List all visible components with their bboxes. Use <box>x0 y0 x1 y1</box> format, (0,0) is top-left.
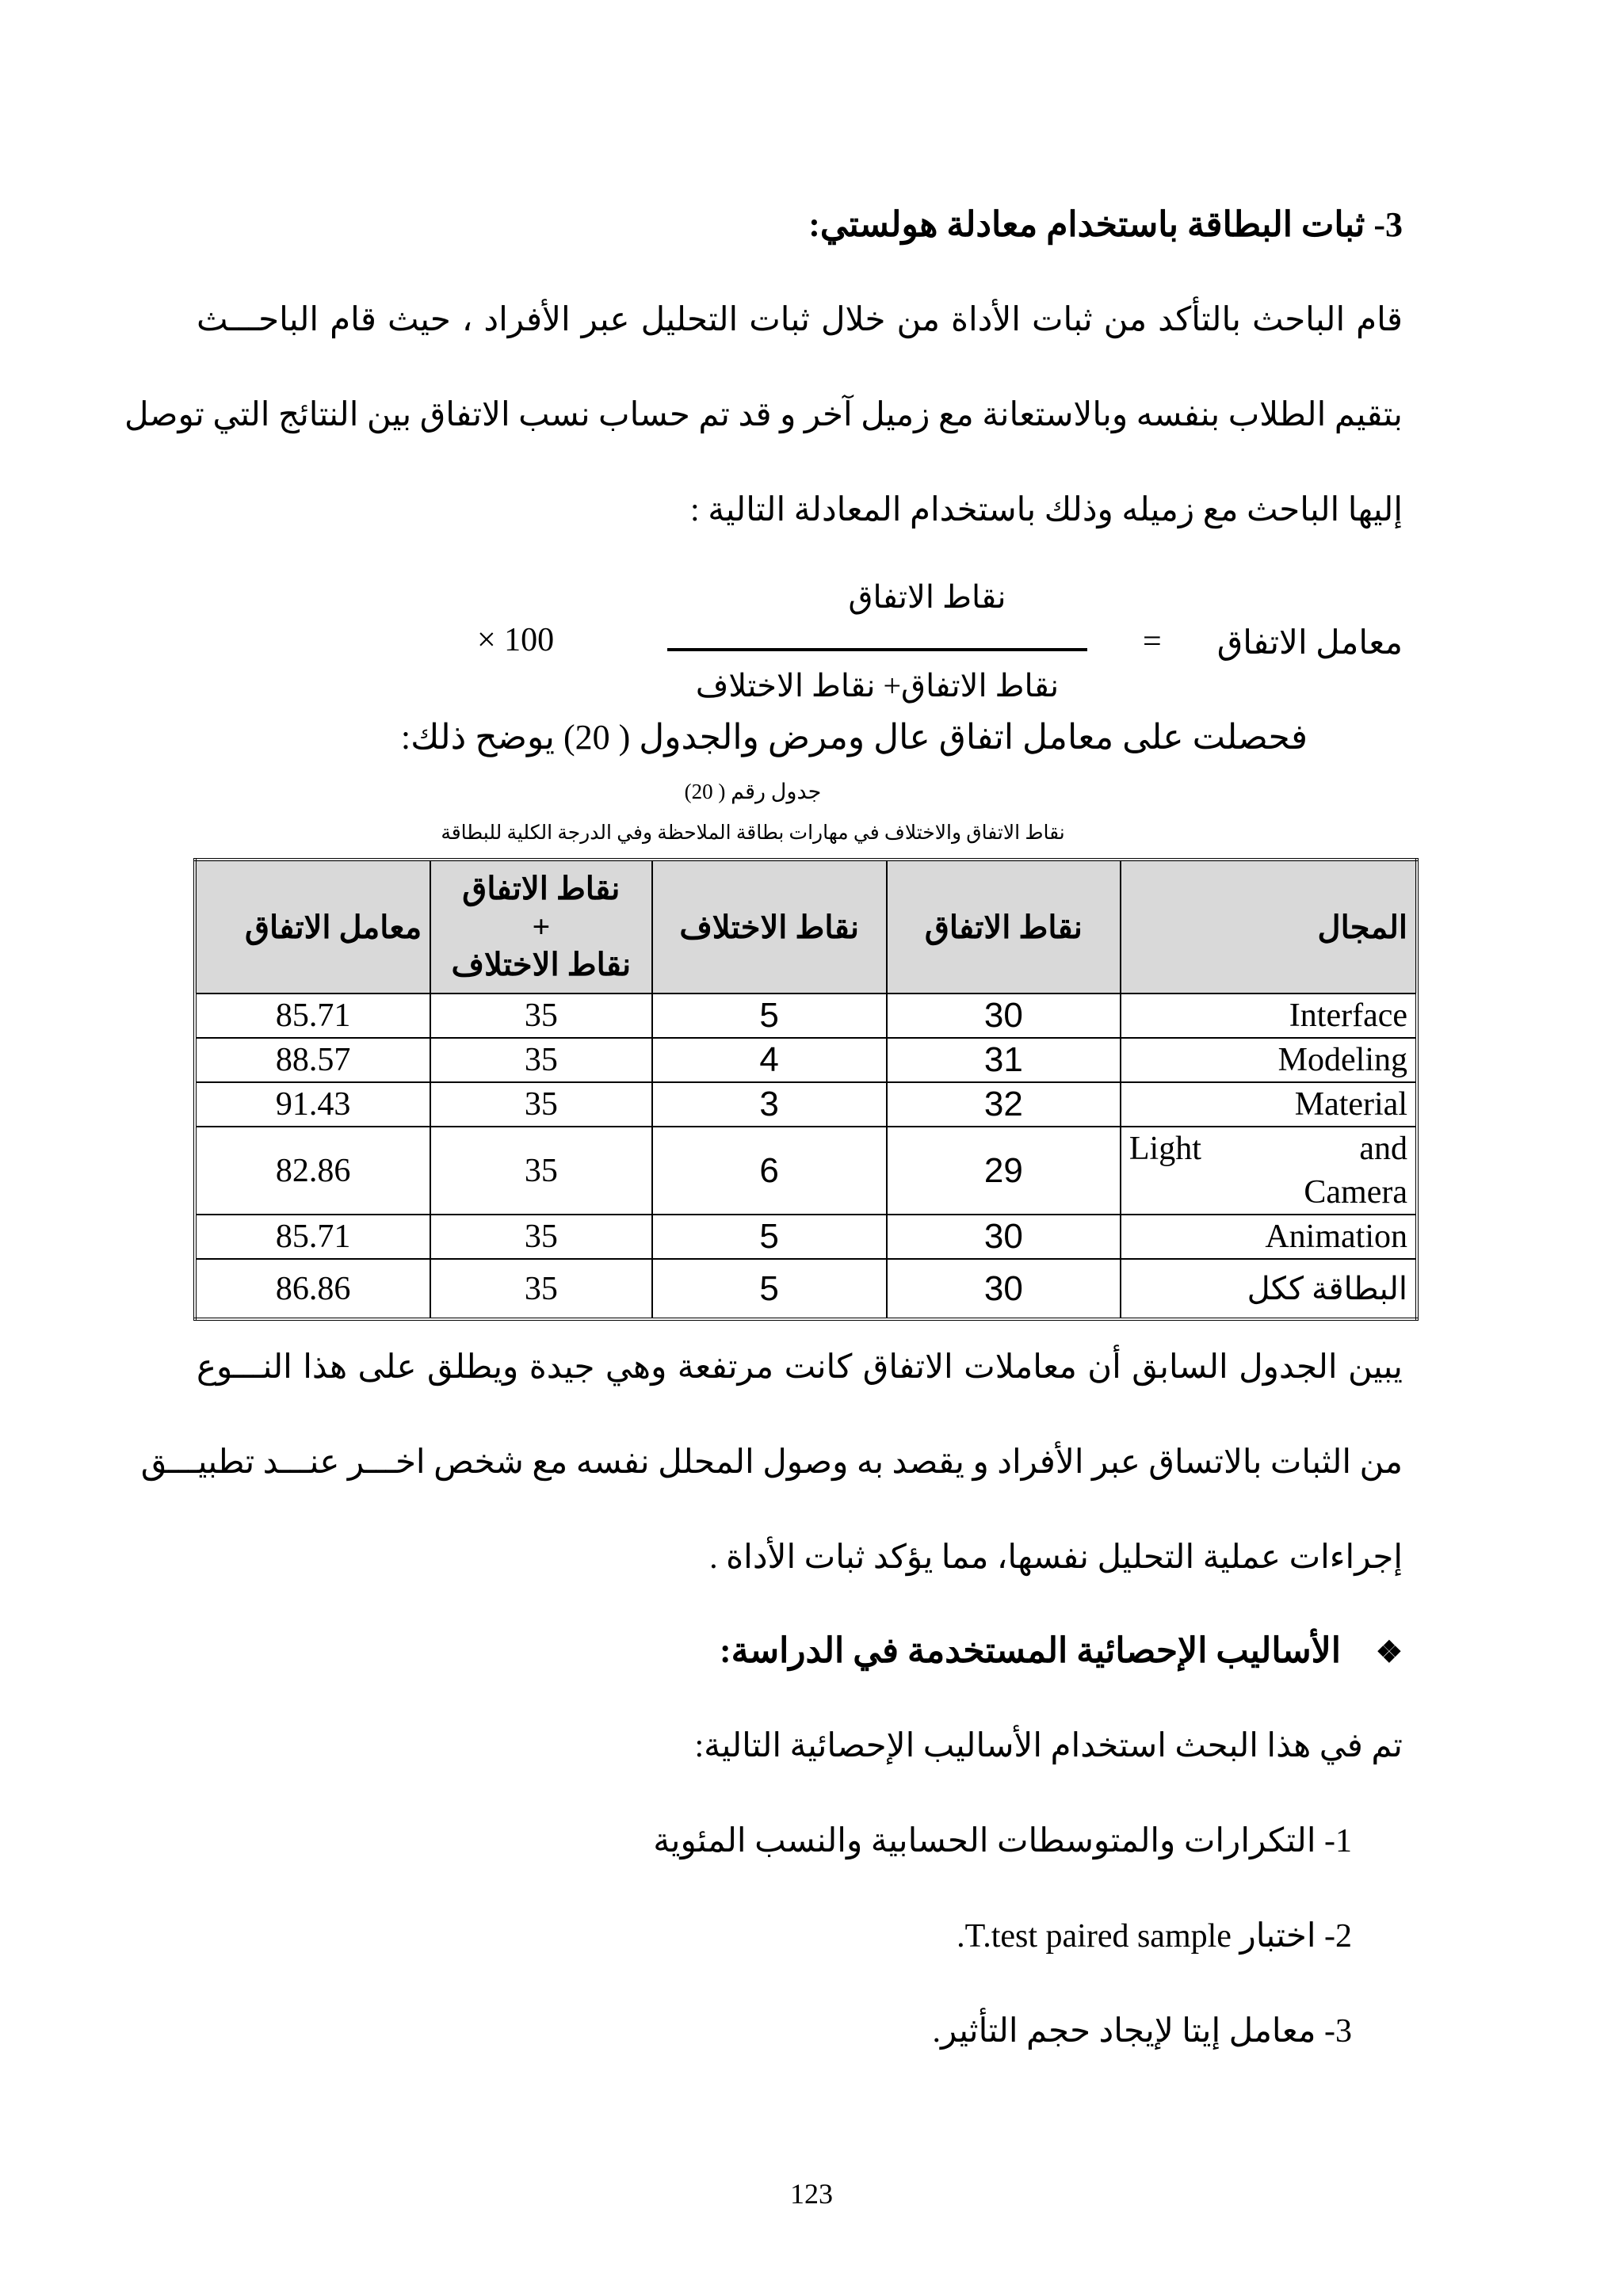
cell-domain-word-camera: Camera <box>1304 1173 1407 1211</box>
cell-sum: 35 <box>430 994 651 1038</box>
diamond-bullet-icon: ❖ <box>1375 1636 1403 1669</box>
method-item <box>933 2011 1352 2050</box>
header-sum-plus: + <box>532 909 551 944</box>
statistics-section-heading <box>720 1630 1403 1671</box>
paragraph-line: إجراءات عملية التحليل نفسها، مما يؤكد ثبات الأداة . <box>709 1539 1403 1576</box>
formula-denominator: نقاط الاتفاق+ نقاط الاختلاف <box>695 668 1060 704</box>
statistics-heading-text: الأساليب الإحصائية المستخدمة في الدراسة: <box>719 1631 1341 1670</box>
table-row <box>195 994 1417 1038</box>
table-row <box>195 1082 1417 1127</box>
cell-agree: 31 <box>887 1038 1121 1082</box>
table-title-caption: نقاط الاتفاق والاختلاف في مهارات بطاقة الملاحظة وفي الدرجة الكلية للبطاقة <box>441 822 1065 844</box>
table-number-caption: جدول رقم ( 20) <box>684 780 822 803</box>
formula-multiplier: × 100 <box>477 622 555 658</box>
cell-sum: 35 <box>430 1259 651 1319</box>
method-number: 2- <box>1324 1918 1352 1955</box>
table-row <box>195 1215 1417 1259</box>
cell-domain-word-and: and <box>1359 1131 1407 1167</box>
method-number: 1- <box>1324 1823 1352 1859</box>
formula-lhs: معامل الاتفاق <box>1216 625 1403 662</box>
agreement-table <box>193 858 1419 1321</box>
formula-numerator: نقاط الاتفاق <box>848 579 1006 615</box>
result-sentence: فحصلت على معامل اتفاق عال ومرض والجدول ( 20) يوضح ذلك: <box>400 718 1308 757</box>
cell-coef: 91.43 <box>195 1082 430 1127</box>
table-row <box>195 1127 1417 1215</box>
method-latin-term: T.test paired sample <box>964 1918 1232 1955</box>
method-text: التكرارات والمتوسطات الحسابية والنسب المئوية <box>653 1823 1316 1859</box>
cell-agree: 29 <box>887 1127 1121 1215</box>
cell-coef: 88.57 <box>195 1038 430 1082</box>
method-item <box>957 1916 1352 1955</box>
header-domain: المجال <box>1121 860 1417 994</box>
table-row <box>195 1259 1417 1319</box>
cell-domain: Modeling <box>1121 1038 1417 1082</box>
cell-coef: 85.71 <box>195 994 430 1038</box>
cell-coef: 86.86 <box>195 1259 430 1319</box>
paragraph-line: بتقيم الطلاب بنفسه وبالاستعانة مع زميل آخر و قد تم حساب نسب الاتفاق بين النتائج التي توصل <box>124 397 1403 433</box>
method-tail: . <box>957 1918 965 1955</box>
paragraph-line: إليها الباحث مع زميله وذلك باستخدام المعادلة التالية : <box>690 492 1403 528</box>
header-sum-bottom: نقاط الاختلاف <box>451 947 632 982</box>
method-number: 3- <box>1324 2013 1352 2050</box>
cell-sum: 35 <box>430 1082 651 1127</box>
paragraph-line: قام الباحث بالتأكد من ثبات الأداة من خلال ثبات التحليل عبر الأفراد ، حيث قام الباحـــث <box>197 302 1403 338</box>
cell-disagree: 3 <box>652 1082 887 1127</box>
cell-agree: 30 <box>887 1259 1121 1319</box>
cell-domain: Material <box>1121 1082 1417 1127</box>
methods-intro: تم في هذا البحث استخدام الأساليب الإحصائية التالية: <box>694 1728 1403 1764</box>
fraction-bar <box>667 648 1087 651</box>
method-text: اختبار <box>1239 1918 1316 1955</box>
cell-sum: 35 <box>430 1038 651 1082</box>
cell-domain-word-light: Light <box>1128 1131 1201 1167</box>
cell-coef: 82.86 <box>195 1127 430 1215</box>
cell-disagree: 5 <box>652 1259 887 1319</box>
cell-domain: البطاقة ككل <box>1121 1259 1417 1319</box>
cell-domain: Interface <box>1121 994 1417 1038</box>
cell-agree: 30 <box>887 1215 1121 1259</box>
section-heading-holsti: 3- ثبات البطاقة باستخدام معادلة هولستي: <box>808 205 1403 244</box>
header-sum <box>430 860 651 994</box>
page-number: 123 <box>790 2178 833 2210</box>
paragraph-line: يبين الجدول السابق أن معاملات الاتفاق كانت مرتفعة وهي جيدة ويطلق على هذا النـــوع <box>197 1349 1403 1386</box>
cell-disagree: 5 <box>652 1215 887 1259</box>
cell-sum: 35 <box>430 1127 651 1215</box>
cell-domain: Animation <box>1121 1215 1417 1259</box>
cell-disagree: 6 <box>652 1127 887 1215</box>
header-coef: معامل الاتفاق <box>195 860 430 994</box>
method-item <box>653 1821 1352 1860</box>
cell-agree: 30 <box>887 994 1121 1038</box>
cell-disagree: 5 <box>652 994 887 1038</box>
header-disagree: نقاط الاختلاف <box>652 860 887 994</box>
table-row <box>195 1038 1417 1082</box>
cell-disagree: 4 <box>652 1038 887 1082</box>
cell-coef: 85.71 <box>195 1215 430 1259</box>
cell-sum: 35 <box>430 1215 651 1259</box>
cell-agree: 32 <box>887 1082 1121 1127</box>
method-text: معامل إيتا لإيجاد حجم التأثير. <box>932 2013 1316 2050</box>
header-sum-top: نقاط الاتفاق <box>462 871 621 906</box>
cell-domain <box>1121 1127 1417 1215</box>
header-agree: نقاط الاتفاق <box>887 860 1121 994</box>
formula-equals: = <box>1143 624 1162 660</box>
table-header-row <box>195 860 1417 994</box>
paragraph-line: من الثبات بالاتساق عبر الأفراد و يقصد به وصول المحلل نفسه مع شخص اخـــر عنـــد تطبيـــق <box>140 1444 1403 1481</box>
